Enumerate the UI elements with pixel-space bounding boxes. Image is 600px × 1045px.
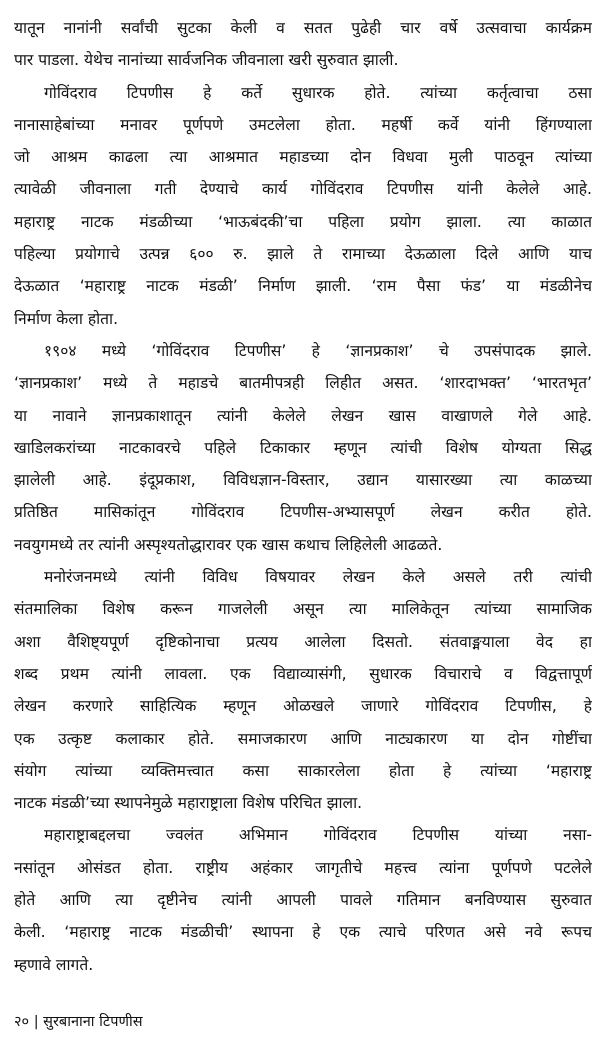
text-line: यातून नानांनी सर्वांची सुटका केली व सतत पुढेही चार वर्षे उत्सवाचा कार्यक्रम bbox=[14, 19, 592, 37]
text-line: १९०४ मध्ये ‘गोविंदराव टिपणीस’ हे ‘ज्ञानप्रकाश’ चे उपसंपादक झाले. bbox=[44, 341, 592, 360]
paragraph bbox=[14, 819, 592, 980]
text-line: संतमालिका विशेष करून गाजलेली असून त्या मालिकेतून त्यांच्या सामाजिक bbox=[14, 600, 592, 619]
text-line: अशा वैशिष्ट्यपूर्ण दृष्टिकोनाचा प्रत्यय आलेला दिसतो. संतवाङ्मयाला वेद हा bbox=[14, 632, 592, 651]
text-line: खाडिलकरांच्या नाटकावरचे पहिले टिकाकार म्हणून त्यांची विशेष योग्यता सिद्ध bbox=[14, 438, 592, 457]
text-line: पार पाडला. येथेच नानांच्या सार्वजनिक जीवनाला खरी सुरुवात झाली. bbox=[14, 51, 399, 70]
text-line: गोविंदराव टिपणीस हे कर्ते सुधारक होते. त्यांच्या कर्तृत्वाचा ठसा bbox=[44, 83, 592, 102]
text-line: संयोग त्यांच्या व्यक्तिमत्त्वात कसा साकारलेला होता हे त्यांच्या ‘महाराष्ट्र bbox=[14, 761, 592, 780]
text-line: ‘ज्ञानप्रकाश’ मध्ये ते महाडचे बातमीपत्रही लिहीत असत. ‘शारदाभक्त’ ‘भारतभृत’ bbox=[14, 374, 592, 393]
text-line: म्हणावे लागते. bbox=[14, 955, 94, 974]
text-line: त्यावेळी जीवनाला गती देण्याचे कार्य गोविंदराव टिपणीस यांनी केलेले आहे. bbox=[14, 180, 592, 199]
text-line: महाराष्ट्राबद्दलचा ज्वलंत अभिमान गोविंदराव टिपणीस यांच्या नसा- bbox=[44, 826, 592, 845]
page-footer: २० | सुरबानाना टिपणीस bbox=[14, 1014, 143, 1030]
text-line: पहिल्या प्रयोगाचे उत्पन्न ६०० रु. झाले ते रामाच्या देऊळाला दिले आणि याच bbox=[14, 245, 592, 264]
text-line: नसांतून ओसंडत होता. राष्ट्रीय अहंकार जागृतीचे महत्त्व त्यांना पूर्णपणे पटलेले bbox=[14, 858, 592, 877]
text-line: महाराष्ट्र नाटक मंडळीच्या ‘भाऊबंदकी’चा पहिला प्रयोग झाला. त्या काळात bbox=[14, 212, 592, 231]
paragraph bbox=[14, 12, 592, 77]
paragraph bbox=[14, 77, 592, 335]
text-line: जो आश्रम काढला त्या आश्रमात महाडच्या दोन विधवा मुली पाठवून त्यांच्या bbox=[14, 148, 592, 167]
text-line: होते आणि त्या दृष्टीनेच त्यांनी आपली पावले गतिमान बनविण्यास सुरुवात bbox=[14, 891, 592, 910]
text-line: नाटक मंडळी’च्या स्थापनेमुळे महाराष्ट्राला विशेष परिचित झाला. bbox=[14, 794, 363, 813]
text-line: झालेली आहे. इंदूप्रकाश, विविधज्ञान-विस्तार, उद्यान यासारख्या त्या काळच्या bbox=[14, 471, 592, 490]
text-line: देऊळात ‘महाराष्ट्र नाटक मंडळी’ निर्माण झाली. ‘राम पैसा फंड’ या मंडळीनेच bbox=[14, 277, 592, 296]
text-line: केली. ‘महाराष्ट्र नाटक मंडळीची’ स्थापना हे एक त्याचे परिणत असे नवे रूपच bbox=[14, 923, 592, 942]
text-line: नवयुगमध्ये तर त्यांनी अस्पृश्यतोद्धारावर एक खास कथाच लिहिलेली आढळते. bbox=[14, 535, 443, 554]
paragraph bbox=[14, 561, 592, 819]
text-line: मनोरंजनमध्ये त्यांनी विविध विषयावर लेखन केले असले तरी त्यांची bbox=[44, 568, 592, 587]
text-line: शब्द प्रथम त्यांनी लावला. एक विद्याव्यासंगी, सुधारक विचाराचे व विद्वत्तापूर्ण bbox=[14, 664, 592, 683]
body-text bbox=[14, 12, 592, 981]
text-line: या नावाने ज्ञानप्रकाशातून त्यांनी केलेले लेखन खास वाखाणले गेले आहे. bbox=[14, 406, 592, 425]
text-line: एक उत्कृष्ट कलाकार होते. समाजकारण आणि नाट्यकारण या दोन गोष्टींचा bbox=[14, 729, 592, 748]
paragraph bbox=[14, 335, 592, 561]
text-line: नानासाहेबांच्या मनावर पूर्णपणे उमटलेला होता. महर्षी कर्वे यांनी हिंगण्याला bbox=[14, 115, 592, 134]
text-line: प्रतिष्ठित मासिकांतून गोविंदराव टिपणीस-अभ्यासपूर्ण लेखन करीत होते. bbox=[14, 503, 592, 522]
text-line: लेखन करणारे साहित्यिक म्हणून ओळखले जाणारे गोविंदराव टिपणीस, हे bbox=[14, 697, 592, 716]
text-line: निर्माण केला होता. bbox=[14, 309, 119, 328]
